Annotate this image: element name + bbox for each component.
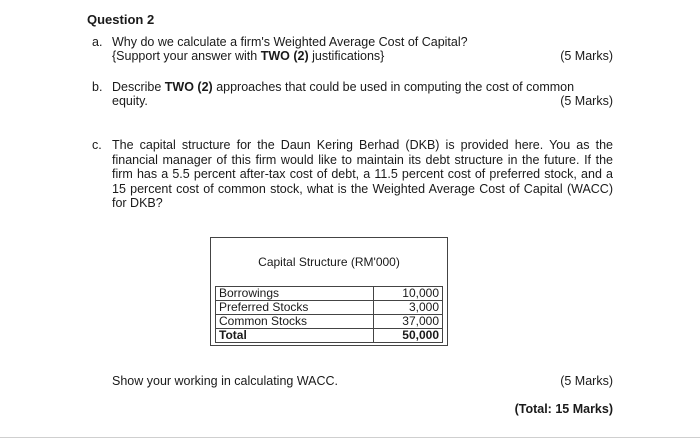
row-label: Preferred Stocks [216,301,374,315]
part-a-line2 [112,49,384,64]
row-label: Borrowings [216,287,374,301]
table-row [216,287,443,301]
part-b-post: approaches that could be used in computing the cost of common [212,80,575,94]
question-title: Question 2 [87,12,155,27]
part-b-pre: Describe [112,80,165,94]
part-b-line1 [112,80,574,95]
part-b-marks: (5 Marks) [560,94,613,108]
part-b-bold: TWO (2) [164,80,213,94]
part-c-marks: (5 Marks) [560,374,613,388]
working-instruction: Show your working in calculating WACC. [112,374,339,388]
part-a-marks: (5 Marks) [560,49,613,63]
part-b-letter: b. [92,80,103,94]
row-value: 37,000 [374,315,443,329]
part-a-line2-post: justifications} [308,49,385,63]
table-total-row [216,329,443,343]
part-a-letter: a. [92,35,103,49]
total-marks: (Total: 15 Marks) [514,402,613,416]
table-row [216,315,443,329]
row-value: 10,000 [374,287,443,301]
part-a-line2-bold: TWO (2) [260,49,309,63]
table-caption: Capital Structure (RM'000) [258,255,400,269]
part-c-text: The capital structure for the Daun Kering Berhad (DKB) is provided here. You as the financial manager of this firm would like to maintain its debt structure in the future. If the firm has a 5.5 percent after-tax cost of debt, a 11.5 percent cost of preferred stock, and a 15 percent cost of common stock, what is the Weighted Average Cost of Capital (WACC) for DKB? [112,138,613,210]
total-value: 50,000 [374,329,443,343]
row-value: 3,000 [374,301,443,315]
capital-structure-table [215,286,443,343]
total-label: Total [216,329,374,343]
table-row [216,301,443,315]
capital-structure-box [210,237,448,346]
part-a-line2-pre: {Support your answer with [112,49,261,63]
row-label: Common Stocks [216,315,374,329]
part-a-line1: Why do we calculate a firm's Weighted Average Cost of Capital? [112,35,468,49]
page-edge-divider [0,437,700,438]
part-b-line2: equity. [112,94,148,108]
part-c-letter: c. [92,138,102,152]
